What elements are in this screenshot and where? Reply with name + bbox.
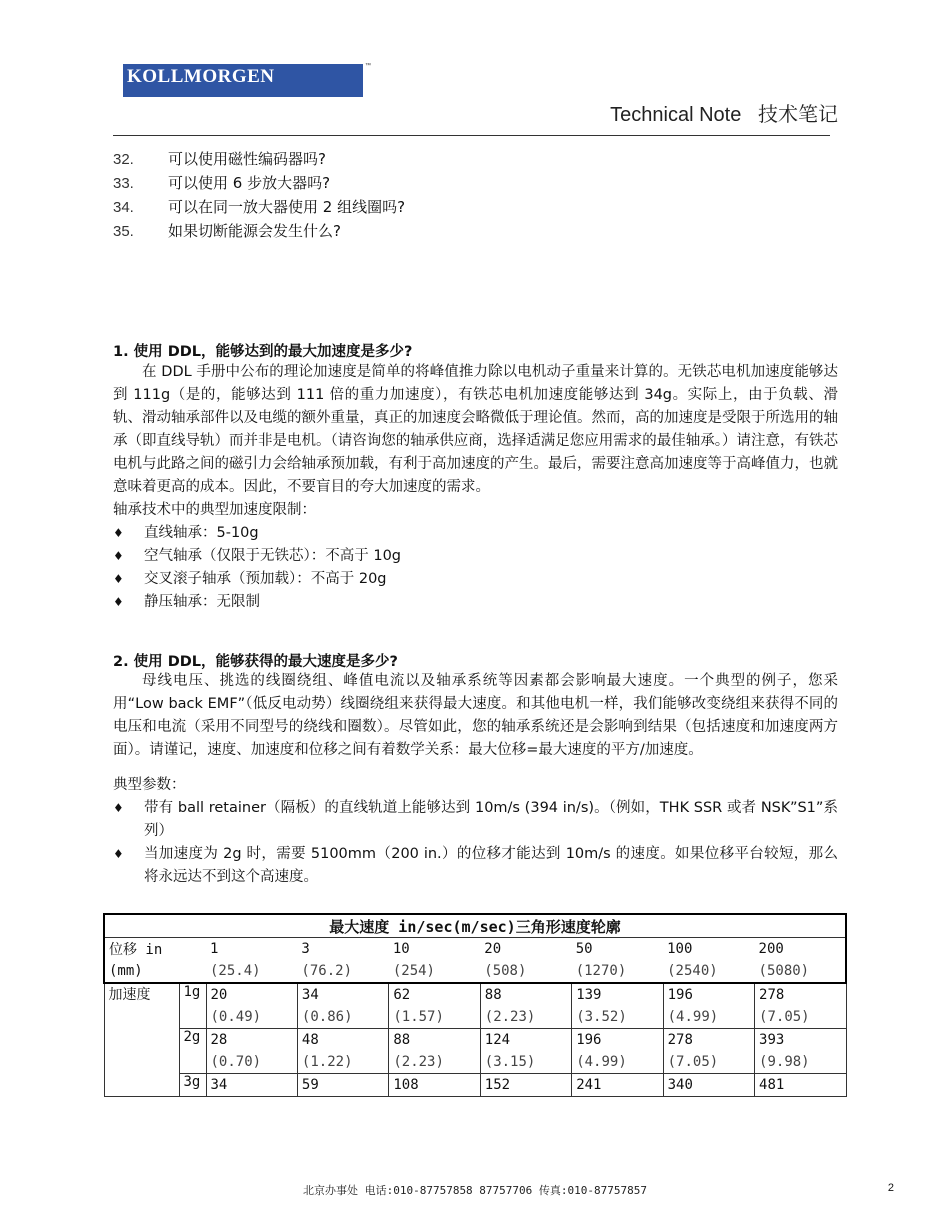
toc-item	[113, 148, 326, 170]
table-cell: 139	[572, 983, 663, 1006]
table-cell: (9.98)	[755, 1051, 846, 1074]
table-cell: (0.86)	[297, 1006, 388, 1029]
table-cell: 62	[389, 983, 480, 1006]
table-cell: 108	[389, 1074, 480, 1097]
table-cell: 50	[572, 938, 663, 961]
diamond-bullet-icon: ♦	[113, 847, 124, 861]
list-item	[113, 545, 838, 568]
table-cell: 340	[663, 1074, 754, 1097]
table-cell: (1.57)	[389, 1006, 480, 1029]
footer-contact: 北京办事处 电话:010-87757858 87757706 传真:010-87757857	[302, 1184, 648, 1197]
accel-g-label: 2g	[179, 1029, 206, 1074]
table-title: 最大速度 in/sec(m/sec)三角形速度轮廓	[104, 914, 846, 938]
list-item	[113, 522, 838, 545]
table-cell: 28	[206, 1029, 297, 1052]
table-cell: 278	[663, 1029, 754, 1052]
max-speed-table	[103, 913, 847, 1097]
table-cell: (1270)	[572, 960, 663, 983]
toc-text: 可以使用 6 步放大器吗?	[168, 174, 331, 192]
table-cell: 241	[572, 1074, 663, 1097]
section-2-body	[113, 670, 838, 889]
diamond-bullet-icon: ♦	[113, 549, 124, 563]
accel-g-label: 1g	[179, 983, 206, 1029]
table-cell: 88	[389, 1029, 480, 1052]
acceleration-label: 加速度	[104, 983, 179, 1097]
table-cell: (0.70)	[206, 1051, 297, 1074]
toc-text: 如果切断能源会发生什么?	[168, 222, 341, 240]
table-cell: (2.23)	[389, 1051, 480, 1074]
section-1-paragraph: 在 DDL 手册中公布的理论加速度是简单的将峰值推力除以电机动子重量来计算的。无铁芯电机加速度能够达到 111g（是的，能够达到 111 倍的重力加速度），有铁芯电机加速度能够达到 34g。实际上，由于负载、滑轨、滑动轴承部件以及电缆的额外重量，真正的加速度会略微低于理论值。然而，高的加速度是受限于所选用的轴承（即直线导轨）而并非是电机。（请咨询您的轴承供应商，选择适满足您应用需求的最佳轴承。）请注意，有铁芯电机与此路之间的磁引力会给轴承预加载，有利于高加速度的产生。最后，需要注意高加速度等于高峰值力，也就意味着更高的成本。因此，不要盲目的夸大加速度的需求。	[113, 364, 838, 495]
list-item-text: 空气轴承（仅限于无铁芯）：不高于 10g	[144, 548, 402, 564]
list-item-text: 静压轴承：无限制	[144, 594, 260, 610]
diamond-bullet-icon: ♦	[113, 572, 124, 586]
trademark-mark: ™	[365, 63, 371, 69]
table-cell: (1.22)	[297, 1051, 388, 1074]
table-cell: 59	[297, 1074, 388, 1097]
list-item-text: 当加速度为 2g 时，需要 5100mm（200 in.）的位移才能达到 10m/s 的速度。如果位移平台较短，那么将永远达不到这个高速度。	[144, 846, 838, 885]
toc-number: 35.	[113, 223, 134, 240]
table-cell: 34	[206, 1074, 297, 1097]
page-number: 2	[887, 1182, 894, 1194]
accel-g-label: 3g	[179, 1074, 206, 1097]
table-cell: 20	[206, 983, 297, 1006]
table-cell: 152	[480, 1074, 571, 1097]
toc-number: 33.	[113, 175, 134, 192]
table-cell: (2.23)	[480, 1006, 571, 1029]
diamond-bullet-icon: ♦	[113, 526, 124, 540]
section-1-title: 1. 使用 DDL，能够达到的最大加速度是多少?	[113, 344, 413, 360]
document-title: Technical Note 技术笔记	[610, 104, 838, 126]
table-cell: (3.52)	[572, 1006, 663, 1029]
table-cell: (3.15)	[480, 1051, 571, 1074]
kollmorgen-logo: KOLLMORGEN	[123, 64, 363, 96]
section-2-list-intro: 典型参数：	[113, 777, 186, 793]
table-cell: 393	[755, 1029, 846, 1052]
table-cell: 278	[755, 983, 846, 1006]
table-cell: 1	[206, 938, 297, 961]
table-cell: (7.05)	[755, 1006, 846, 1029]
table-cell: (25.4)	[206, 960, 297, 983]
section-2-title: 2. 使用 DDL，能够获得的最大速度是多少?	[113, 654, 398, 670]
table-cell: 100	[663, 938, 754, 961]
table-cell: (4.99)	[663, 1006, 754, 1029]
table-cell: (254)	[389, 960, 480, 983]
list-item	[113, 843, 838, 889]
logo-underline	[123, 96, 363, 97]
toc-item	[113, 220, 341, 242]
displacement-unit: (mm)	[104, 960, 206, 983]
list-item-text: 直线轴承：5-10g	[144, 525, 259, 541]
table-cell: (4.99)	[572, 1051, 663, 1074]
table-cell: (508)	[480, 960, 571, 983]
table-cell: 196	[572, 1029, 663, 1052]
list-item-text: 交叉滚子轴承（预加载）：不高于 20g	[144, 571, 387, 587]
table-cell: 34	[297, 983, 388, 1006]
table-cell: 20	[480, 938, 571, 961]
table-cell: (76.2)	[297, 960, 388, 983]
diamond-bullet-icon: ♦	[113, 595, 124, 609]
table-cell: (0.49)	[206, 1006, 297, 1029]
toc-number: 34.	[113, 199, 134, 216]
toc-text: 可以使用磁性编码器吗?	[168, 150, 326, 168]
toc-item	[113, 172, 330, 194]
toc-number: 32.	[113, 151, 134, 168]
table-cell: (7.05)	[663, 1051, 754, 1074]
section-2-paragraph: 母线电压、挑选的线圈绕组、峰值电流以及轴承系统等因素都会影响最大速度。一个典型的例子，您采用“Low back EMF”（低反电动势）线圈绕组来获得最大速度。和其他电机一样，我们能够改变绕组来获得不同的电压和电流（采用不同型号的绕线和圈数）。尽管如此，您的轴承系统还是会影响到结果（包括速度和加速度两方面）。请谨记，速度、加速度和位移之间有着数学关系：最大位移=最大速度的平方/加速度。	[113, 673, 838, 758]
table-cell: 200	[755, 938, 846, 961]
table-cell: (2540)	[663, 960, 754, 983]
toc-text: 可以在同一放大器使用 2 组线圈吗?	[168, 198, 406, 216]
table-cell: 481	[755, 1074, 846, 1097]
displacement-label: 位移 in	[104, 938, 206, 961]
list-item	[113, 568, 838, 591]
table-cell: 196	[663, 983, 754, 1006]
table-cell: 124	[480, 1029, 571, 1052]
section-1-body	[113, 361, 838, 614]
table-cell: (5080)	[755, 960, 846, 983]
table-cell: 10	[389, 938, 480, 961]
table-cell: 48	[297, 1029, 388, 1052]
toc-item	[113, 196, 405, 218]
diamond-bullet-icon: ♦	[113, 801, 124, 815]
section-1-list-intro: 轴承技术中的典型加速度限制：	[113, 502, 316, 518]
table-cell: 3	[297, 938, 388, 961]
table-cell: 88	[480, 983, 571, 1006]
list-item-text: 带有 ball retainer（隔板）的直线轨道上能够达到 10m/s (394 in/s)。（例如，THK SSR 或者 NSK”S1”系列）	[144, 800, 838, 839]
list-item	[113, 591, 838, 614]
header-divider	[113, 135, 830, 136]
list-item	[113, 797, 838, 843]
